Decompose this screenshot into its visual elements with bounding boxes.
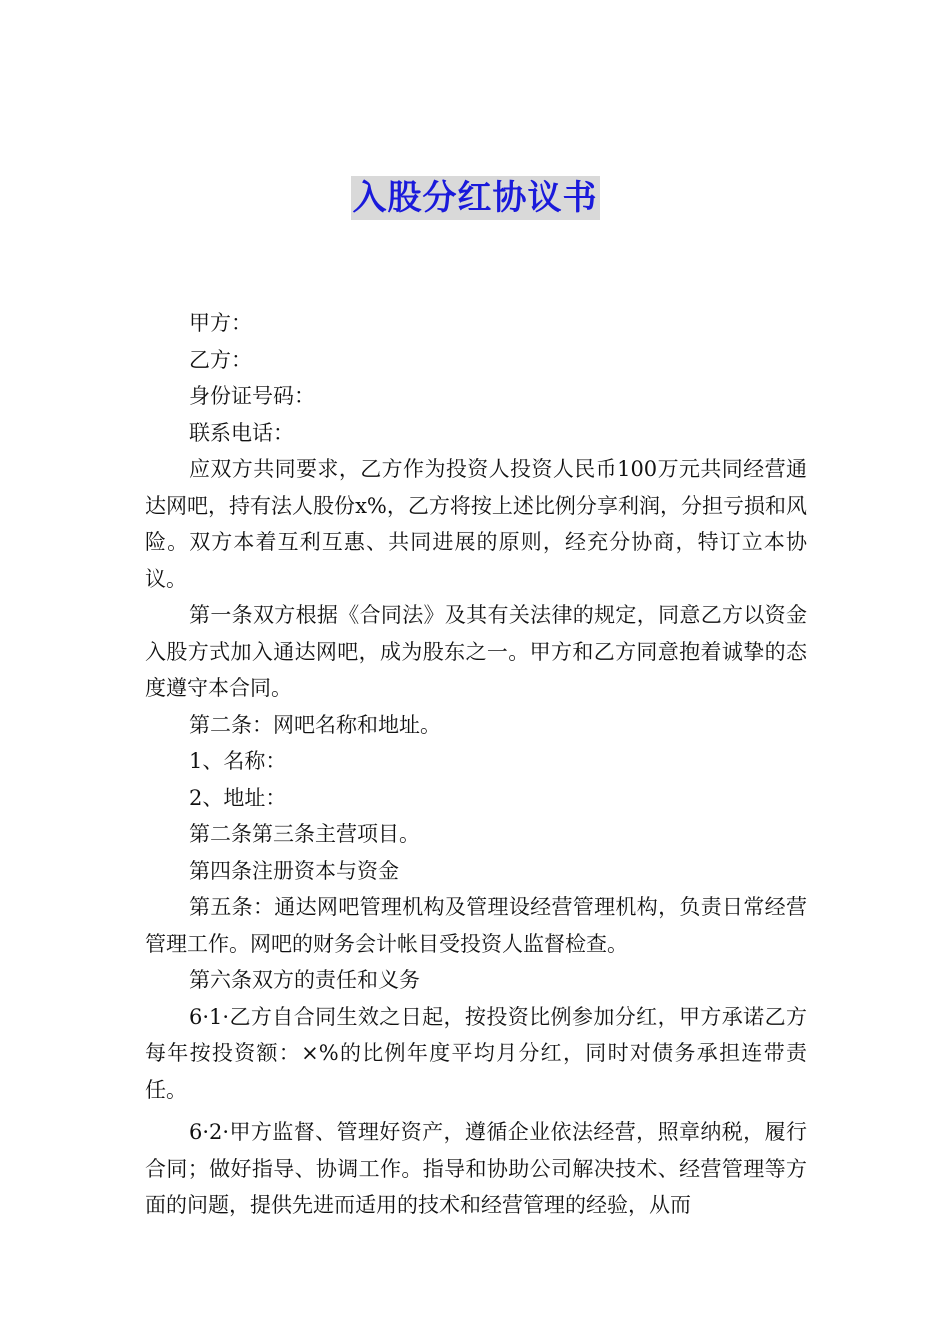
document-title: 入股分红协议书 <box>352 178 598 218</box>
id-number-line: 身份证号码： <box>189 384 315 408</box>
article-6-heading: 第六条双方的责任和义务 <box>189 968 420 992</box>
intro-paragraph: 应双方共同要求，乙方作为投资人投资人民币100万元共同经营通达网吧，持有法人股份x%，乙方将按上述比例分享利润，分担亏损和风险。双方本着互利互惠、共同进展的原则，经充分协商，特订立本协议。 <box>145 457 807 591</box>
article-4-heading: 第四条注册资本与资金 <box>189 858 399 883</box>
article-2-heading: 第二条：网吧名称和地址。 <box>189 712 441 737</box>
article-5-paragraph: 第五条：通达网吧管理机构及管理设经营管理机构，负责日常经营管理工作。网吧的财务会计帐目受投资人监督检查。 <box>145 895 807 956</box>
article-3-heading: 第二条第三条主营项目。 <box>189 822 420 846</box>
article-1-paragraph: 第一条双方根据《合同法》及其有关法律的规定，同意乙方以资金入股方式加入通达网吧，成为股东之一。甲方和乙方同意抱着诚挚的态度遵守本合同。 <box>145 603 807 700</box>
address-line: 2、地址： <box>189 785 287 810</box>
party-b-line: 乙方： <box>189 347 252 372</box>
phone-line: 联系电话： <box>189 420 294 445</box>
title-area <box>0 176 950 220</box>
name-line: 1、名称： <box>189 749 287 773</box>
clause-6-1-paragraph: 6·1·乙方自合同生效之日起，按投资比例参加分红，甲方承诺乙方每年按投资额：×%的比例年度平均月分红，同时对债务承担连带责任。 <box>145 1004 807 1102</box>
clause-6-2-paragraph: 6·2·甲方监督、管理好资产，遵循企业依法经营，照章纳税，履行合同；做好指导、协调工作。指导和协助公司解决技术、经营管理等方面的问题，提供先进而适用的技术和经营管理的经验，从而 <box>145 1120 807 1217</box>
party-a-line: 甲方： <box>189 311 252 335</box>
document-body <box>145 305 807 1224</box>
